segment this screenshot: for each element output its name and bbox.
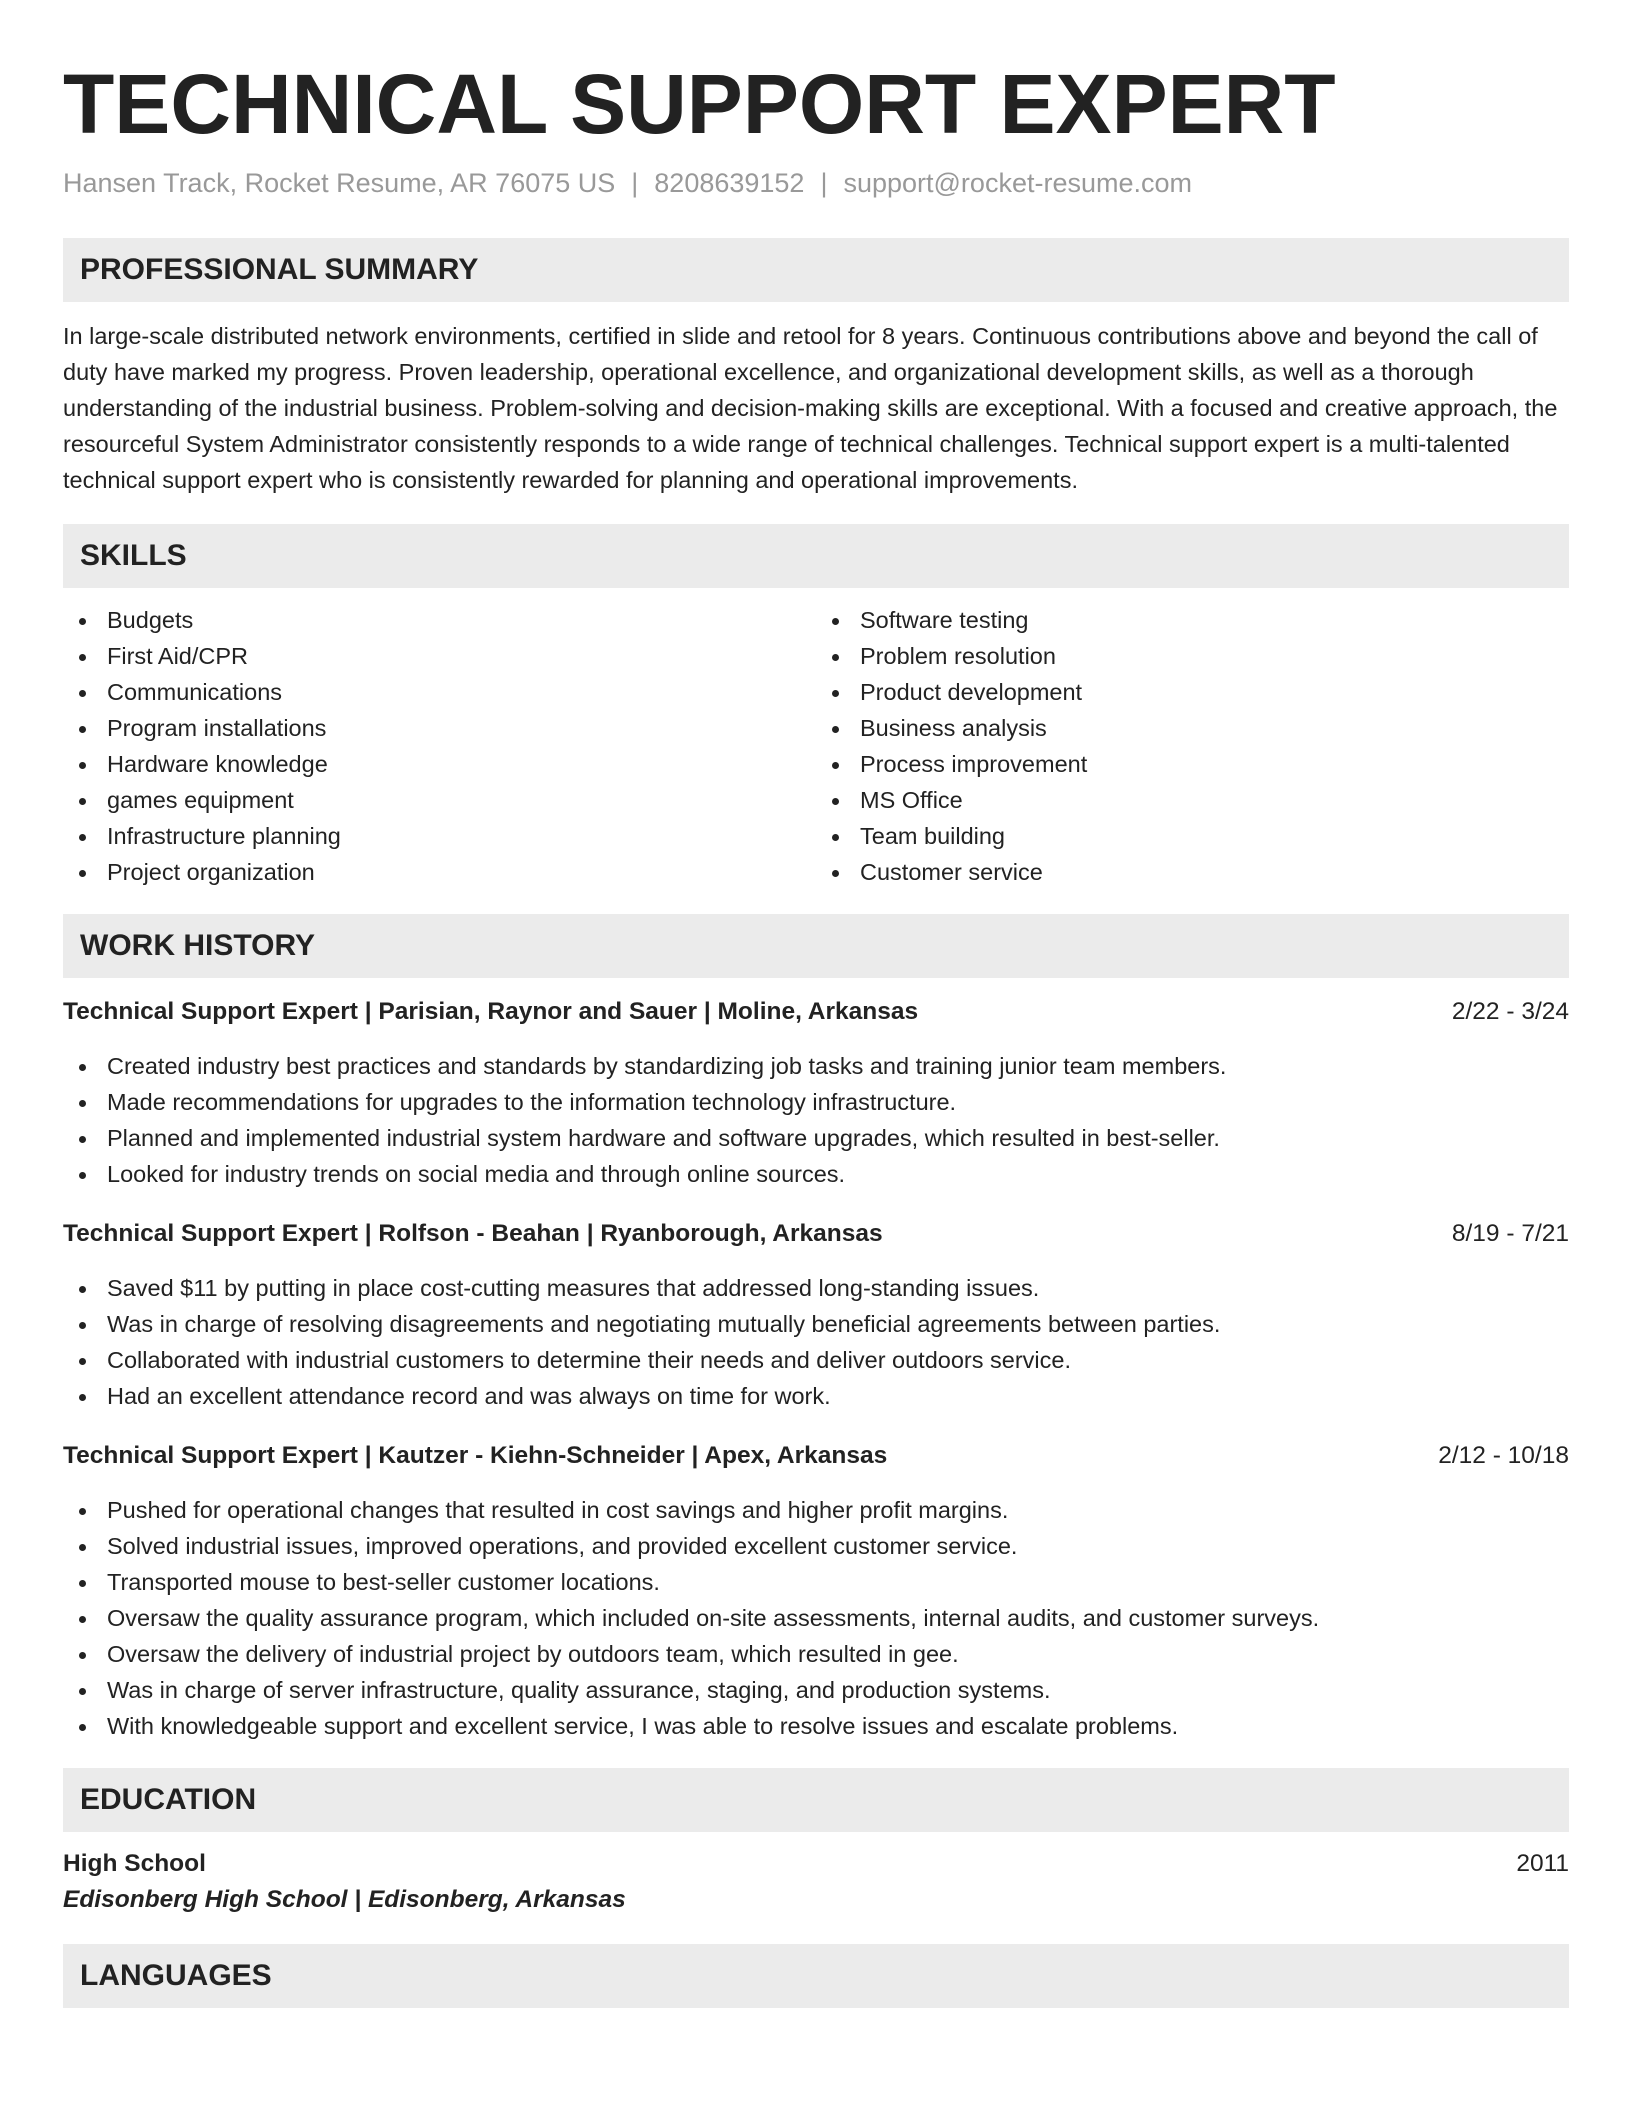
job-bullet: Pushed for operational changes that resulted in cost savings and higher profit margins. [63, 1492, 1569, 1528]
job-bullet: Was in charge of resolving disagreements and negotiating mutually beneficial agreements between parties. [63, 1306, 1569, 1342]
job-bullet: Looked for industry trends on social media and through online sources. [63, 1156, 1569, 1192]
job-title: Technical Support Expert | Kautzer - Kiehn-Schneider | Apex, Arkansas [63, 1442, 888, 1469]
contact-email: support@rocket-resume.com [843, 168, 1192, 198]
skills-list [63, 602, 1569, 890]
education-degree: High School [63, 1850, 206, 1877]
job-date: 2/12 - 10/18 [1438, 1442, 1569, 1469]
skill-item: Customer service [816, 854, 1569, 890]
job-bullet: Was in charge of server infrastructure, quality assurance, staging, and production systems. [63, 1672, 1569, 1708]
skill-item: Communications [63, 674, 816, 710]
contact-separator: | [631, 168, 639, 198]
job-header [63, 1438, 1569, 1474]
job-date: 2/22 - 3/24 [1451, 998, 1569, 1025]
education-school: Edisonberg High School | Edisonberg, Arkansas [63, 1886, 626, 1913]
skill-item: Project organization [63, 854, 816, 890]
job-bullet: Oversaw the quality assurance program, which included on-site assessments, internal audits, and customer surveys. [63, 1600, 1569, 1636]
skills-column-right [816, 602, 1569, 890]
job-bullet: Oversaw the delivery of industrial project by outdoors team, which resulted in gee. [63, 1636, 1569, 1672]
contact-address: Hansen Track, Rocket Resume, AR 76075 US [63, 168, 616, 198]
contact-line [63, 166, 1569, 200]
skill-item: games equipment [63, 782, 816, 818]
skill-item: Team building [816, 818, 1569, 854]
education-header [63, 1846, 1569, 1882]
contact-separator: | [820, 168, 828, 198]
job-bullet: Created industry best practices and standards by standardizing job tasks and training junior team members. [63, 1048, 1569, 1084]
section-header-education: EDUCATION [63, 1768, 1569, 1832]
skill-item: Business analysis [816, 710, 1569, 746]
skill-item: Hardware knowledge [63, 746, 816, 782]
education-year: 2011 [1516, 1850, 1569, 1877]
skills-column-left [63, 602, 816, 890]
job-entry [63, 994, 1569, 1192]
job-bullets [63, 1492, 1569, 1744]
job-bullet: Had an excellent attendance record and was always on time for work. [63, 1378, 1569, 1414]
candidate-name: TECHNICAL SUPPORT EXPERT [63, 57, 1336, 151]
skill-item: Process improvement [816, 746, 1569, 782]
section-header-skills: SKILLS [63, 524, 1569, 588]
skill-item: MS Office [816, 782, 1569, 818]
job-bullet: Solved industrial issues, improved operations, and provided excellent customer service. [63, 1528, 1569, 1564]
skill-item: Problem resolution [816, 638, 1569, 674]
job-bullet: Made recommendations for upgrades to the information technology infrastructure. [63, 1084, 1569, 1120]
job-bullet: Saved $11 by putting in place cost-cutting measures that addressed long-standing issues. [63, 1270, 1569, 1306]
job-date: 8/19 - 7/21 [1451, 1220, 1569, 1247]
skill-item: Product development [816, 674, 1569, 710]
section-header-work-history: WORK HISTORY [63, 914, 1569, 978]
job-header [63, 1216, 1569, 1252]
skill-item: Infrastructure planning [63, 818, 816, 854]
skill-item: Software testing [816, 602, 1569, 638]
job-entry [63, 1438, 1569, 1744]
job-entry [63, 1216, 1569, 1414]
job-header [63, 994, 1569, 1030]
job-bullet: Transported mouse to best-seller customer locations. [63, 1564, 1569, 1600]
summary-text: In large-scale distributed network environments, certified in slide and retool for 8 years. Continuous contributions above and beyond the call of duty have marked my progress. Proven leadership, operational excellence, and organizational development skills, as well as a thorough understanding of the industrial business. Problem-solving and decision-making skills are exceptional. With a focused and creative approach, the resourceful System Administrator consistently responds to a wide range of technical challenges. Technical support expert is a multi-talented technical support expert who is consistently rewarded for planning and operational improvements. [63, 323, 1558, 493]
skill-item: First Aid/CPR [63, 638, 816, 674]
job-title: Technical Support Expert | Rolfson - Beahan | Ryanborough, Arkansas [63, 1220, 883, 1247]
job-bullet: Collaborated with industrial customers to determine their needs and deliver outdoors service. [63, 1342, 1569, 1378]
section-header-languages: LANGUAGES [63, 1944, 1569, 2008]
contact-phone: 8208639152 [654, 168, 805, 198]
education-entry [63, 1846, 1569, 1918]
skill-item: Budgets [63, 602, 816, 638]
job-bullet: Planned and implemented industrial system hardware and software upgrades, which resulted in best-seller. [63, 1120, 1569, 1156]
job-title: Technical Support Expert | Parisian, Raynor and Sauer | Moline, Arkansas [63, 998, 919, 1025]
section-header-summary: PROFESSIONAL SUMMARY [63, 238, 1569, 302]
job-bullets [63, 1048, 1569, 1192]
job-bullets [63, 1270, 1569, 1414]
skill-item: Program installations [63, 710, 816, 746]
job-bullet: With knowledgeable support and excellent service, I was able to resolve issues and escalate problems. [63, 1708, 1569, 1744]
